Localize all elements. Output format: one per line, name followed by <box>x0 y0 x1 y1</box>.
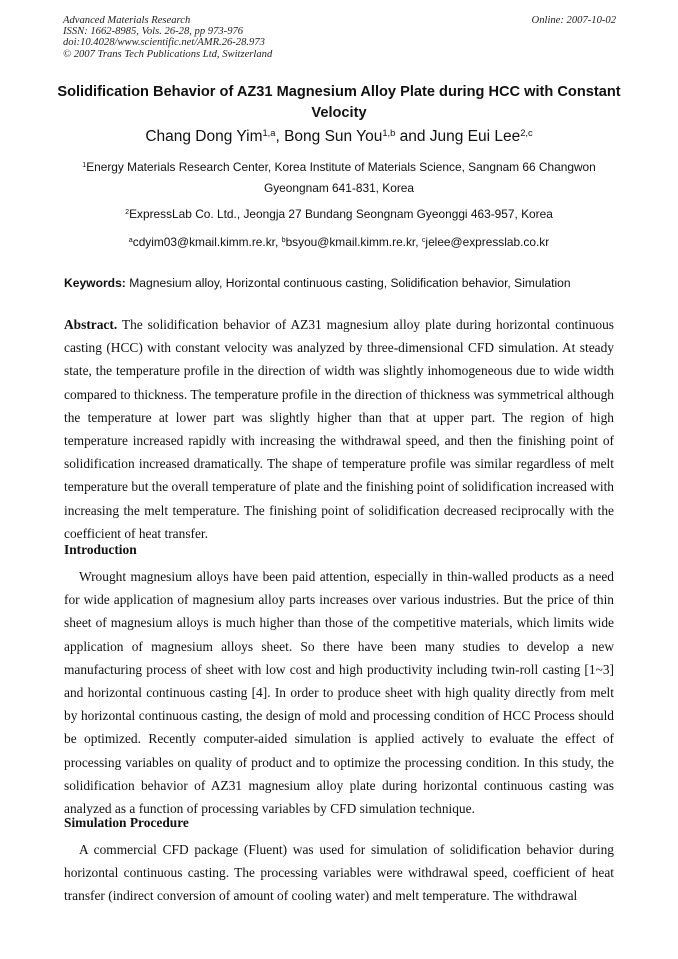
journal-name: Advanced Materials Research <box>63 15 191 26</box>
email-list <box>56 232 622 252</box>
author-separator: , <box>275 128 285 145</box>
email-superscript: a <box>128 236 133 245</box>
issn-line: ISSN: 1662-8985, Vols. 26-28, pp 973-976 <box>63 26 244 38</box>
author-superscript: 1,b <box>382 127 396 138</box>
author-superscript: 1,a <box>262 127 276 138</box>
email-separator: , <box>415 235 422 249</box>
abstract-text: The solidification behavior of AZ31 magnesium alloy plate during horizontal continuous casting (HCC) with constant velocity was analyzed by three-dimensional CFD simulation. At steady state, the temperature profile in the direction of width was slightly inhomogeneous due to wide width compared to thickness. The temperature profile in the direction of thickness was symmetrical although the temperature at lower part was slightly higher than that at upper part. The region of high temperature increased rapidly with increasing the withdrawal speed, and then the finishing point of solidification increased dramatically. The shape of temperature profile was similar regardless of melt temperature but the overall temperature of plate and the finishing point of solidification increased with increasing the melt temperature. The finishing point of solidification decreased reciprocally with the coefficient of heat transfer. <box>64 317 614 541</box>
keywords-label: Keywords: <box>64 276 126 290</box>
author-list <box>56 127 622 147</box>
email-superscript: b <box>281 236 286 245</box>
author-name: Bong Sun You <box>284 128 383 145</box>
email-link[interactable]: cdyim03@kmail.kimm.re.kr <box>132 235 275 249</box>
journal-header <box>63 15 272 60</box>
keywords-text: Magnesium alloy, Horizontal continuous casting, Solidification behavior, Simulation <box>125 276 571 290</box>
author-separator: and <box>395 128 430 145</box>
author-name: Chang Dong Yim <box>145 128 263 145</box>
affiliation-text: Energy Materials Research Center, Korea Institute of Materials Science, Sangnam 66 Changwon Gyeongnam 641-831, Korea <box>86 160 596 195</box>
copyright-line: © 2007 Trans Tech Publications Ltd, Switzerland <box>63 48 273 60</box>
section-paragraph-introduction: Wrought magnesium alloys have been paid attention, especially in thin-walled products as a need for wide application of magnesium alloy parts increases over various industries. But the price of thin sheet of magnesium alloys is much higher than those of the competitive materials, which limits wide application of magnesium alloys sheet. So there have been many studies to develop a new manufacturing process of sheet with low cost and high productivity including twin-roll casting [1~3] and horizontal continuous casting [4]. In order to produce sheet with high quality directly from melt by horizontal continuous casting, the design of mold and processing condition of HCC Process should be optimized. Recently computer-aided simulation is applied actively to evaluate the effect of processing variables on quality of product and to optimize the processing condition. In this study, the solidification behavior of AZ31 magnesium alloy plate during horizontal continuous casting was analyzed as a function of processing variables by CFD simulation technique. <box>64 569 614 817</box>
abstract <box>64 313 614 545</box>
online-date: Online: 2007-10-02 <box>531 15 616 26</box>
author-name: Jung Eui Lee <box>429 128 521 145</box>
section-heading-simulation-procedure: Simulation Procedure <box>64 815 189 830</box>
affiliation-2 <box>56 204 622 225</box>
affiliation-superscript: 1 <box>82 161 87 170</box>
affiliation-superscript: 2 <box>125 208 130 217</box>
section-heading-introduction: Introduction <box>64 542 137 557</box>
affiliation-1 <box>56 157 622 199</box>
abstract-label: Abstract. <box>64 317 118 332</box>
affiliation-text: ExpressLab Co. Ltd., Jeongja 27 Bundang Seongnam Gyeonggi 463-957, Korea <box>129 207 553 221</box>
author-superscript: 2,c <box>520 127 533 138</box>
keywords <box>64 273 624 293</box>
email-superscript: c <box>421 236 426 245</box>
paper-title: Solidification Behavior of AZ31 Magnesium Alloy Plate during HCC with Constant Velocity <box>57 84 621 121</box>
email-separator: , <box>274 235 282 249</box>
email-link[interactable]: bsyou@kmail.kimm.re.kr <box>285 235 416 249</box>
doi-line: doi:10.4028/www.scientific.net/AMR.26-28.973 <box>63 37 265 49</box>
email-link[interactable]: jelee@expresslab.co.kr <box>425 235 550 249</box>
section-paragraph-simulation-procedure: A commercial CFD package (Fluent) was used for simulation of solidification behavior during horizontal continuous casting. The processing variables were withdrawal speed, coefficient of heat transfer (indirect conversion of amount of cooling water) and melt temperature. The withdrawal <box>64 842 614 904</box>
